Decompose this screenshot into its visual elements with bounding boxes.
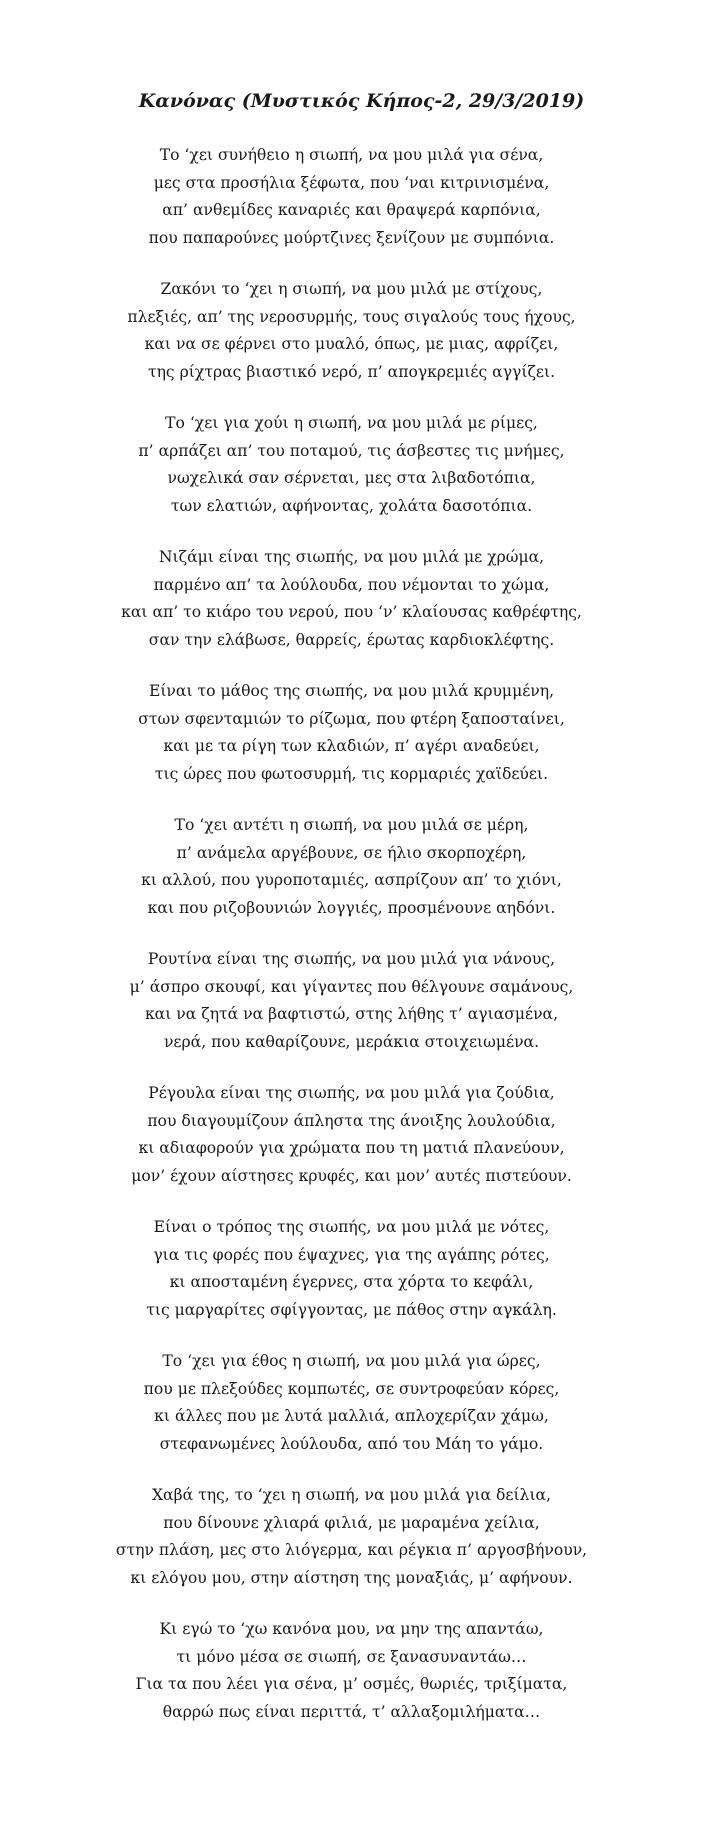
- stanza: [0, 812, 703, 922]
- poem-line: και να ζητά να βαφτιστώ, στης λήθης τ’ αγιασμένα,: [144, 1005, 559, 1023]
- poem-line: και να σε φέρνει στο μυαλό, όπως, με μιας, αφρίζει,: [144, 335, 559, 353]
- poem-line: πλεξιές, απ’ της νεροσυρμής, τους σιγαλούς τους ήχους,: [127, 307, 576, 326]
- poem-line: στων σφενταμιών το ρίζωμα, που φτέρη ξαποσταίνει,: [138, 709, 565, 728]
- poem-line: στεφανωμένες λούλουδα, από του Μάη το γάμο.: [159, 1434, 544, 1453]
- stanza: [0, 1080, 703, 1190]
- poem-line: απ’ ανθεμίδες καναριές και θραψερά καρπόνια,: [162, 201, 541, 219]
- poem-line: σαν την ελάβωσε, θαρρείς, έρωτας καρδιοκλέφτης.: [148, 630, 555, 649]
- stanza: [0, 544, 703, 654]
- poem-line: Το ‘χει για χούι η σιωπή, να μου μιλά με ρίμες,: [165, 414, 538, 432]
- poem-line: νωχελικά σαν σέρνεται, μες στα λιβαδοτόπια,: [167, 469, 536, 487]
- poem-line: και με τα ρίγη των κλαδιών, π’ αγέρι αναδεύει,: [163, 737, 540, 755]
- stanza: [0, 946, 703, 1056]
- poem-line: Είναι το μάθος της σιωπής, να μου μιλά κρυμμένη,: [148, 682, 555, 700]
- poem-line: κι ελόγου μου, στην αίστηση της μοναξιάς, μ’ αφήνουν.: [130, 1568, 573, 1587]
- poem-line: Το ‘χει συνήθειο η σιωπή, να μου μιλά για σένα,: [159, 146, 544, 164]
- poem-line: τι μόνο μέσα σε σιωπή, σε ξανασυναντάω…: [176, 1647, 527, 1666]
- poem-line: τις μαργαρίτες σφίγγοντας, με πάθος στην αγκάλη.: [146, 1300, 557, 1319]
- poem-line: κι αδιαφορούν για χρώματα που τη ματιά πλανεύουν,: [138, 1139, 565, 1157]
- poem-line: Ρουτίνα είναι της σιωπής, να μου μιλά για νάνους,: [147, 950, 556, 968]
- poem-line: κι αλλού, που γυροποταμιές, ασπρίζουν απ’ το χιόνι,: [141, 871, 562, 889]
- poem-line: μον’ έχουν αίστησες κρυφές, και μον’ αυτές πιστεύουν.: [131, 1166, 572, 1185]
- poem-line: τις ώρες που φωτοσυρμή, τις κορμαριές χαϊδεύει.: [154, 764, 549, 783]
- poem-body: [0, 142, 703, 1726]
- poem-line: νερά, που καθαρίζουνε, μεράκια στοιχειωμένα.: [163, 1032, 540, 1051]
- poem-line: Κι εγώ το ‘χω κανόνα μου, να μην της απαντάω,: [159, 1620, 544, 1638]
- poem-title: Κανόνας (Μυστικός Κήπος-2, 29/3/2019): [138, 90, 585, 112]
- stanza: [0, 276, 703, 386]
- poem-line: Είναι ο τρόπος της σιωπής, να μου μιλά με νότες,: [153, 1218, 550, 1236]
- poem-line: κι άλλες που με λυτά μαλλιά, απλοχερίζαν χάμω,: [154, 1407, 549, 1425]
- poem-line: μ’ άσπρο σκουφί, και γίγαντες που θέλγουνε σαμάνους,: [129, 977, 574, 996]
- stanza: [0, 142, 703, 252]
- poem-line: Το ‘χει αντέτι η σιωπή, να μου μιλά σε μέρη,: [174, 816, 529, 834]
- stanza: [0, 410, 703, 520]
- poem-line: παρμένο απ’ τα λούλουδα, που νέμονται το χώμα,: [153, 575, 550, 594]
- stanza: [0, 1214, 703, 1324]
- stanza: [0, 1616, 703, 1726]
- poem-line: Νιζάμι είναι της σιωπής, να μου μιλά με χρώμα,: [158, 548, 545, 566]
- poem-line: για τις φορές που έψαχνες, για της αγάπης ρότες,: [153, 1245, 550, 1264]
- poem-line: της ρίχτρας βιαστικό νερό, π’ απογκρεμιές αγγίζει.: [147, 362, 556, 381]
- poem-line: Ρέγουλα είναι της σιωπής, να μου μιλά για ζούδια,: [148, 1084, 555, 1102]
- stanza: [0, 1482, 703, 1592]
- poem-line: που διαγουμίζουν άπληστα της άνοιξης λουλούδια,: [147, 1111, 556, 1130]
- poem-line: που δίνουνε χλιαρά φιλιά, με μαραμένα χείλια,: [163, 1513, 540, 1532]
- stanza: [0, 1348, 703, 1458]
- poem-line: π’ αρπάζει απ’ του ποταμού, τις άσβεστες τις μνήμες,: [138, 441, 565, 460]
- poem-line: θαρρώ πως είναι περιττά, τ’ αλλαξομιλήματα…: [162, 1702, 541, 1721]
- poem-line: μες στα προσήλια ξέφωτα, που ‘ναι κιτρινισμένα,: [153, 173, 550, 192]
- poem-line: π’ ανάμελα αργέβουνε, σε ήλιο σκορποχέρη,: [176, 843, 527, 862]
- poem-line: και απ’ το κιάρο του νερού, που ‘ν’ κλαίουσας καθρέφτης,: [121, 603, 582, 621]
- poem-line: κι αποσταμένη έγερνες, στα χόρτα το κεφάλι,: [169, 1273, 534, 1291]
- poem-line: Το ‘χει για έθος η σιωπή, να μου μιλά για ώρες,: [162, 1352, 541, 1370]
- poem-line: των ελατιών, αφήνοντας, χολάτα δασοτόπια.: [170, 496, 533, 515]
- poem-line: Χαβά της, το ‘χει η σιωπή, να μου μιλά για δείλια,: [151, 1486, 552, 1504]
- poem-line: που με πλεξούδες κομπωτές, σε συντροφεύαν κόρες,: [143, 1379, 560, 1398]
- poem-line: και που ριζοβουνιών λογγιές, προσμένουνε αηδόνι.: [147, 898, 556, 917]
- stanza: [0, 678, 703, 788]
- poem-line: στην πλάση, μες στο λιόγερμα, και ρέγκια π’ αργοσβήνουν,: [115, 1541, 588, 1559]
- poem-line: που παπαρούνες μούρτζινες ξενίζουν με συμπόνια.: [148, 228, 555, 247]
- poem-line: Ζακόνι το ‘χει η σιωπή, να μου μιλά με στίχους,: [160, 280, 543, 298]
- poem-line: Για τα που λέει για σένα, μ’ οσμές, θωριές, τριξίματα,: [135, 1675, 568, 1693]
